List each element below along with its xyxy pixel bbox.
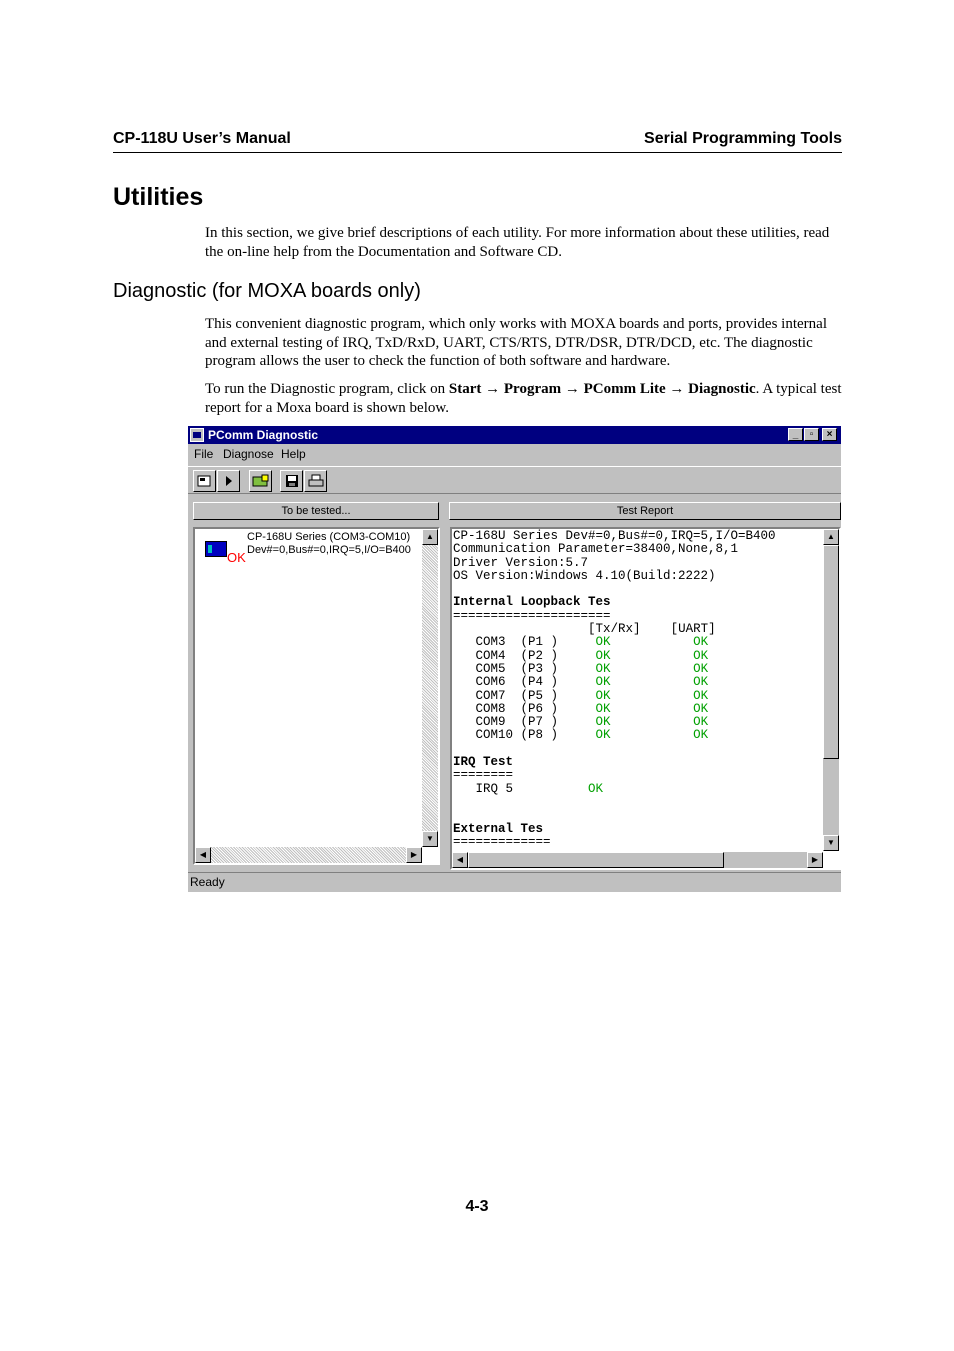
- intro-paragraph: In this section, we give brief descriptions of each utility. For more information about these utilities, read the on-line help from the Documentation and Software CD.: [205, 225, 830, 260]
- close-button[interactable]: ×: [822, 428, 837, 441]
- row-txrx: OK: [595, 688, 611, 703]
- print-button[interactable]: [304, 470, 327, 492]
- external-rule: =============: [453, 834, 551, 849]
- col-uart: [UART]: [670, 622, 716, 637]
- report-line-2: Communication Parameter=38400,None,8,1: [453, 542, 739, 557]
- row-uart: OK: [693, 715, 709, 730]
- floppy-icon: [285, 474, 299, 488]
- row-uart: OK: [693, 688, 709, 703]
- right-horizontal-scrollbar[interactable]: [452, 852, 823, 868]
- row-port: COM4 (P2 ): [475, 648, 559, 663]
- scroll-right-arrow-icon[interactable]: ▶: [807, 852, 823, 868]
- p2-step3: PComm Lite: [583, 381, 666, 397]
- save-button[interactable]: [280, 470, 303, 492]
- device-tree-pane: [193, 527, 440, 865]
- header-left: CP-118U User’s Manual: [113, 130, 291, 147]
- device-line-1: CP-168U Series (COM3-COM10): [247, 531, 411, 543]
- row-txrx: OK: [595, 661, 611, 676]
- vertical-scroll-thumb[interactable]: [823, 545, 839, 759]
- loopback-rule: =====================: [453, 608, 611, 623]
- row-txrx: OK: [595, 648, 611, 663]
- maximize-button[interactable]: ▫: [804, 428, 819, 441]
- external-title: External Tes: [453, 821, 544, 836]
- config-tool-button[interactable]: [193, 470, 216, 492]
- header-right: Serial Programming Tools: [644, 130, 842, 147]
- report-line-1: CP-168U Series Dev#=0,Bus#=0,IRQ=5,I/O=B400: [453, 529, 776, 543]
- left-horizontal-scrollbar[interactable]: [195, 847, 422, 863]
- horizontal-scroll-thumb[interactable]: [468, 852, 724, 868]
- report-line-3: Driver Version:5.7: [453, 555, 589, 570]
- minimize-button[interactable]: _: [788, 428, 803, 441]
- config-icon: [197, 474, 213, 488]
- p2-suffix: . A typical test report for a Moxa board is shown below.: [205, 381, 842, 416]
- page-header: [113, 130, 842, 153]
- menu-bar: [188, 445, 841, 464]
- scroll-left-arrow-icon[interactable]: ◀: [452, 852, 468, 868]
- run-button[interactable]: [217, 470, 240, 492]
- page-number: 4-3: [465, 1198, 489, 1215]
- p2-step4: Diagnostic: [688, 381, 756, 397]
- board-icon: [252, 474, 270, 488]
- device-status: OK: [227, 550, 246, 565]
- irq-label: IRQ 5: [475, 781, 514, 796]
- paragraph-1: This convenient diagnostic program, which only works with MOXA boards and ports, provides internal and external testing of IRQ, TxD/RxD, UART, CTS/RTS, DTR/DSR, DTR/DCD, etc. The diagnostic program allows the user to check the function of both software and hardware.: [205, 316, 827, 369]
- scroll-down-arrow-icon[interactable]: ▼: [422, 831, 438, 847]
- toolbar: [188, 466, 841, 494]
- left-pane-header[interactable]: To be tested...: [193, 502, 439, 520]
- scroll-right-arrow-icon[interactable]: ▶: [406, 847, 422, 863]
- row-port: COM10 (P8 ): [475, 728, 559, 743]
- row-port: COM5 (P3 ): [475, 661, 559, 676]
- right-vertical-scrollbar[interactable]: [823, 529, 839, 851]
- scroll-left-arrow-icon[interactable]: ◀: [195, 847, 211, 863]
- board-test-button[interactable]: [249, 470, 272, 492]
- section-title: Utilities: [113, 183, 204, 211]
- title-bar[interactable]: [188, 426, 841, 444]
- subsection-title: Diagnostic (for MOXA boards only): [113, 280, 421, 302]
- board-icon: [205, 541, 227, 557]
- pcomm-diagnostic-window: [188, 426, 841, 892]
- menu-diagnose[interactable]: Diagnose: [223, 447, 274, 461]
- row-port: COM6 (P4 ): [475, 675, 559, 690]
- menu-help[interactable]: Help: [281, 447, 306, 461]
- row-txrx: OK: [595, 715, 611, 730]
- menu-file[interactable]: File: [194, 447, 214, 461]
- right-pane-header[interactable]: Test Report: [449, 502, 841, 520]
- test-report-pane: [450, 527, 841, 870]
- irq-result: OK: [588, 781, 604, 796]
- p2-arrow-1: →: [485, 381, 501, 397]
- status-bar: Ready: [188, 872, 841, 892]
- row-port: COM8 (P6 ): [475, 701, 559, 716]
- row-txrx: OK: [595, 701, 611, 716]
- row-uart: OK: [693, 728, 709, 743]
- window-title: PComm Diagnostic: [208, 428, 319, 442]
- p2-arrow-2: →: [564, 381, 580, 397]
- scroll-up-arrow-icon[interactable]: ▲: [422, 529, 438, 545]
- row-uart: OK: [693, 701, 709, 716]
- scroll-down-arrow-icon[interactable]: ▼: [823, 835, 839, 851]
- play-icon: [224, 475, 234, 487]
- p2-prefix: To run the Diagnostic program, click on: [205, 381, 449, 397]
- loopback-title: Internal Loopback Tes: [453, 595, 611, 610]
- row-uart: OK: [693, 675, 709, 690]
- row-txrx: OK: [595, 675, 611, 690]
- p2-step2: Program: [503, 381, 562, 397]
- report-line-4: OS Version:Windows 4.10(Build:2222): [453, 568, 716, 583]
- row-port: COM3 (P1 ): [475, 635, 559, 650]
- scroll-up-arrow-icon[interactable]: ▲: [823, 529, 839, 545]
- col-txrx: [Tx/Rx]: [588, 622, 641, 637]
- row-port: COM9 (P7 ): [475, 715, 559, 730]
- left-vertical-scrollbar[interactable]: [422, 529, 438, 847]
- irq-title: IRQ Test: [453, 755, 514, 770]
- row-uart: OK: [693, 648, 709, 663]
- paragraph-2: [205, 380, 845, 417]
- row-uart: OK: [693, 661, 709, 676]
- printer-icon: [308, 474, 324, 488]
- p2-arrow-3: →: [669, 381, 685, 397]
- device-name: [247, 531, 411, 557]
- device-line-2: Dev#=0,Bus#=0,IRQ=5,I/O=B400: [247, 544, 411, 556]
- row-uart: OK: [693, 635, 709, 650]
- row-txrx: OK: [595, 728, 611, 743]
- row-txrx: OK: [595, 635, 611, 650]
- test-report-text: [453, 530, 776, 849]
- app-icon: [190, 428, 204, 442]
- irq-rule: ========: [453, 768, 514, 783]
- p2-step1: Start: [448, 381, 482, 397]
- row-port: COM7 (P5 ): [475, 688, 559, 703]
